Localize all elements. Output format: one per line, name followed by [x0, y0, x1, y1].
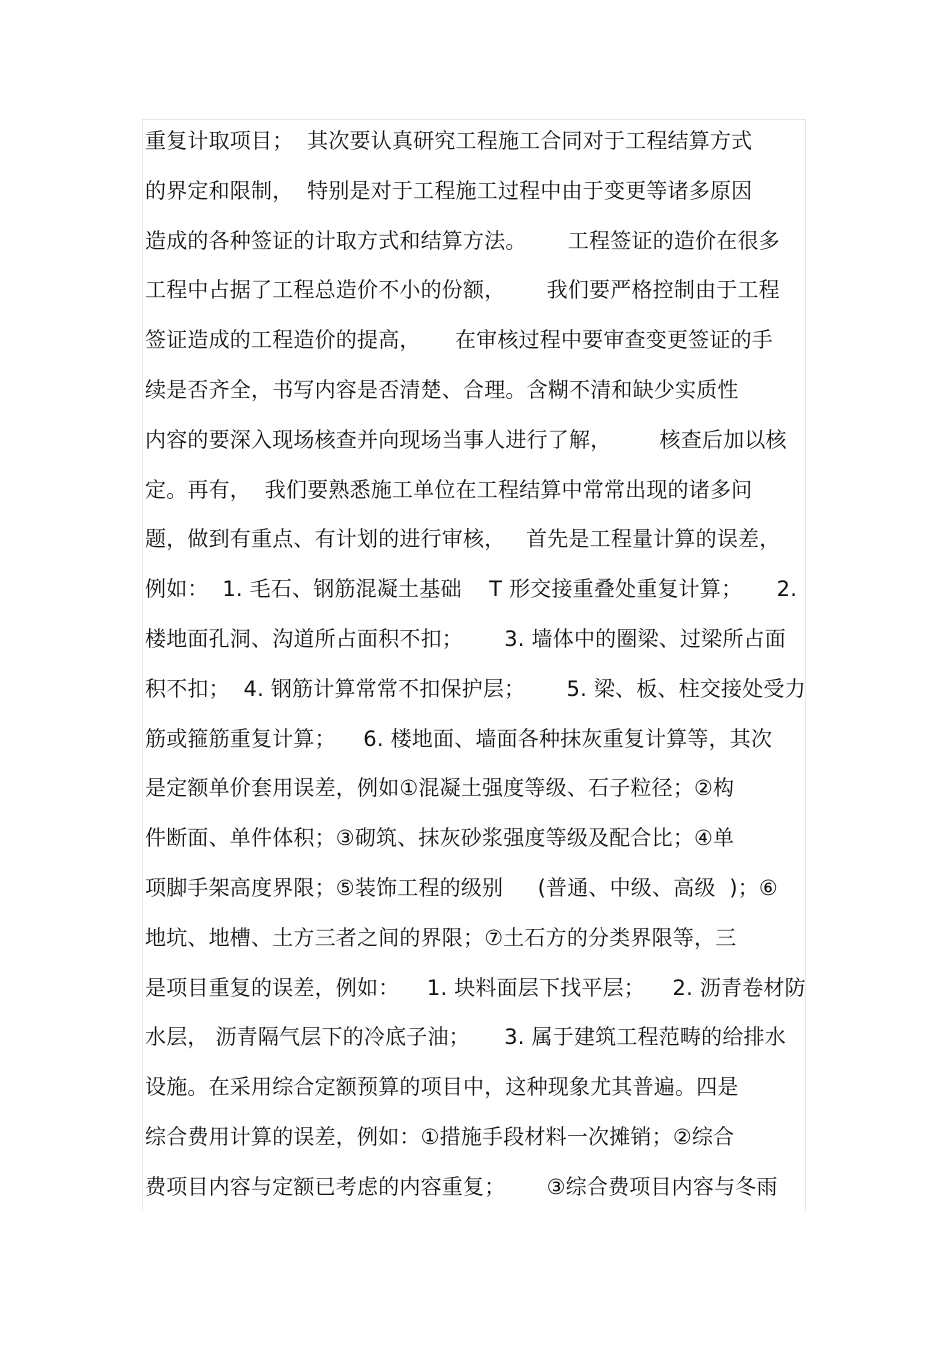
text-line: 的界定和限制， 特别是对于工程施工过程中由于变更等诸多原因	[145, 178, 753, 203]
text-line: 题，做到有重点、有计划的进行审核， 首先是工程量计算的误差，	[145, 527, 781, 552]
text-line: 重复计取项目； 其次要认真研究工程施工合同对于工程结算方式	[145, 129, 753, 153]
text-line: 综合费用计算的误差，例如：①措施手段材料一次摊销；②综合	[145, 1124, 735, 1149]
text-line: 工程中占据了工程总造价不小的份额， 我们要严格控制由于工程	[145, 278, 780, 303]
text-line: 内容的要深入现场核查并向现场当事人进行了解， 核查后加以核	[145, 427, 787, 452]
text-line: 定。再有， 我们要熟悉施工单位在工程结算中常常出现的诸多问	[145, 477, 753, 502]
document-body	[145, 117, 805, 1213]
text-line: 地坑、地槽、土方三者之间的界限；⑦土石方的分类界限等，三	[145, 925, 737, 950]
text-line: 是定额单价套用误差，例如①混凝土强度等级、石子粒径；②构	[145, 776, 735, 801]
text-line: 楼地面孔洞、沟道所占面积不扣； 3. 墙体中的圈梁、过梁所占面	[145, 626, 786, 651]
text-line: 例如： 1. 毛石、钢筋混凝土基础 T 形交接重叠处重复计算； 2.	[145, 577, 798, 602]
text-line: 积不扣； 4. 钢筋计算常常不扣保护层； 5. 梁、板、柱交接处受力	[145, 676, 806, 701]
text-line: 项脚手架高度界限；⑤装饰工程的级别 (普通、中级、高级 )；⑥	[145, 875, 778, 900]
text-line: 设施。在采用综合定额预算的项目中，这种现象尤其普遍。四是	[145, 1075, 739, 1100]
text-line: 件断面、单件体积；③砌筑、抹灰砂浆强度等级及配合比；④单	[145, 826, 735, 851]
text-line: 是项目重复的误差，例如： 1. 块料面层下找平层； 2. 沥青卷材防	[145, 975, 806, 1000]
text-line: 造成的各种签证的计取方式和结算方法。 工程签证的造价在很多	[145, 228, 780, 253]
text-line: 水层， 沥青隔气层下的冷底子油； 3. 属于建筑工程范畴的给排水	[145, 1025, 786, 1050]
text-line: 续是否齐全，书写内容是否清楚、合理。含糊不清和缺少实质性	[145, 377, 739, 402]
text-line: 签证造成的工程造价的提高， 在审核过程中要审查变更签证的手	[145, 328, 773, 353]
text-line: 筋或箍筋重复计算； 6. 楼地面、墙面各种抹灰重复计算等，其次	[145, 726, 773, 751]
text-line: 费项目内容与定额已考虑的内容重复； ③综合费项目内容与冬雨	[145, 1174, 778, 1199]
